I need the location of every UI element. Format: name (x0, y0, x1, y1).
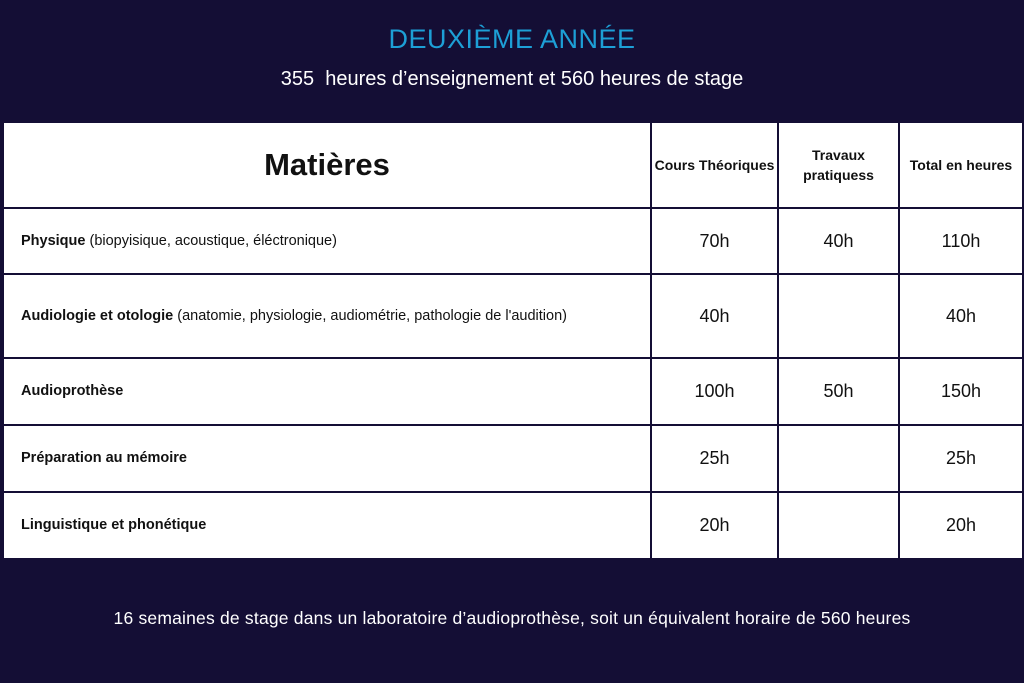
subject-name: Préparation au mémoire (21, 450, 187, 466)
footer-note: 16 semaines de stage dans un laboratoire d’audioprothèse, soit un équivalent horaire de 560 heures (113, 608, 911, 628)
subject-cell (3, 208, 651, 274)
tp-cell (778, 425, 899, 492)
table-row (3, 274, 1023, 358)
total-cell: 150h (899, 358, 1023, 425)
subject-cell (3, 358, 651, 425)
column-header-total-text: Total en heures (909, 157, 1013, 173)
page-title: DEUXIÈME ANNÉE (388, 24, 636, 54)
tp-cell (778, 274, 899, 358)
subject-detail: (biopyisique, acoustique, éléctronique) (85, 232, 337, 249)
subject-cell (3, 274, 651, 358)
page-subtitle: 355 heures d’enseignement et 560 heures de stage (280, 68, 744, 90)
column-header-matieres: Matières (3, 122, 651, 208)
table-row (3, 425, 1023, 492)
total-cell: 20h (899, 492, 1023, 559)
subject-name: Linguistique et phonétique (21, 517, 207, 533)
total-cell: 25h (899, 425, 1023, 492)
column-header-cours-text: Cours Théoriques (654, 157, 775, 173)
tp-cell: 50h (778, 358, 899, 425)
tp-cell: 40h (778, 208, 899, 274)
column-header-tp (778, 122, 899, 208)
cours-cell: 40h (651, 274, 778, 358)
column-header-total (899, 122, 1023, 208)
table-row (3, 492, 1023, 559)
cours-cell: 20h (651, 492, 778, 559)
subject-name: Physique (21, 232, 86, 249)
column-header-cours (651, 122, 778, 208)
table-row (3, 358, 1023, 425)
subject-cell (3, 492, 651, 559)
curriculum-table (2, 121, 1024, 560)
total-cell: 40h (899, 274, 1023, 358)
subject-name: Audioprothèse (21, 383, 124, 399)
total-cell: 110h (899, 208, 1023, 274)
subject-cell (3, 425, 651, 492)
subject-detail: (anatomie, physiologie, audiométrie, pathologie de l'audition) (173, 307, 567, 324)
table-header-row (3, 122, 1023, 208)
column-header-tp-text: Travaux pratiquess (803, 147, 874, 183)
cours-cell: 25h (651, 425, 778, 492)
tp-cell (778, 492, 899, 559)
subject-name: Audiologie et otologie (21, 307, 174, 324)
cours-cell: 70h (651, 208, 778, 274)
table-row (3, 208, 1023, 274)
cours-cell: 100h (651, 358, 778, 425)
